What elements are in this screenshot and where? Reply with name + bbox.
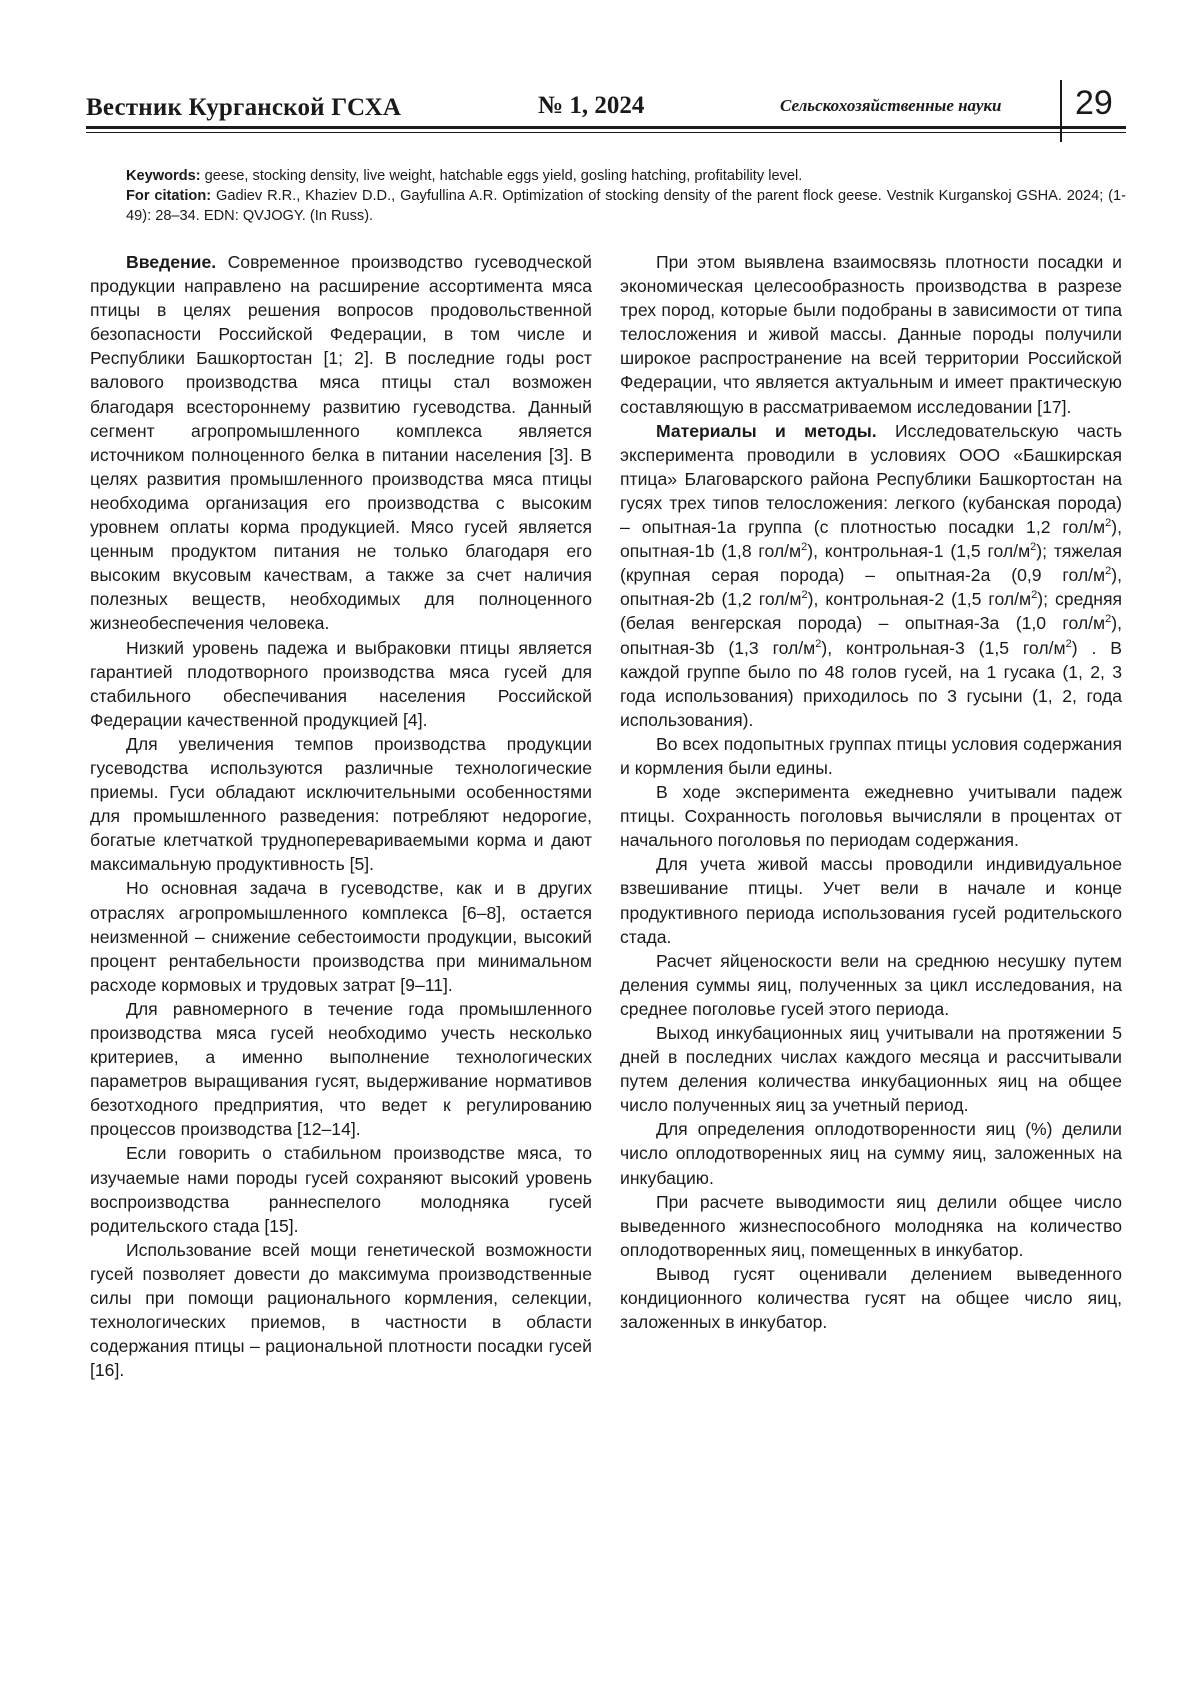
paragraph: Но основная задача в гусеводстве, как и в других отраслях агропромышленного комплекса [6–8], остается неизменной – снижение себестоимости продукции, высокий процент рентабельности производства при минимальном расходе кормовых и трудовых затрат [9–11].: [90, 878, 592, 995]
paragraph-text: ) . В каждой группе было по 48 голов гусей, на 1 гусака (1, 2, 3 года использования) приходилось по 3 гусыни (1, 2, года использования).: [620, 637, 1122, 730]
superscript: 2: [1031, 589, 1038, 602]
paragraph: Использование всей мощи генетической возможности гусей позволяет довести до максимума производственные силы при помощи рационального кормления, селекции, технологических приемов, в частности в области содержания птицы – рациональной плотности посадки гусей [16].: [90, 1239, 592, 1381]
paragraph-text: ), контрольная-2 (1,5 гол/м: [807, 589, 1032, 610]
issue-number: № 1, 2024: [538, 92, 645, 119]
paragraph: [90, 250, 592, 636]
superscript: 2: [801, 541, 808, 554]
paragraph-text: ), опытная-1b (1,8 гол/м: [620, 517, 1122, 562]
paragraph-text: ); тяжелая (крупная серая порода) – опытная-2а (0,9 гол/м: [620, 541, 1122, 586]
superscript: 2: [1105, 517, 1112, 530]
superscript: 2: [801, 589, 808, 602]
paragraph: Низкий уровень падежа и выбраковки птицы является гарантией плодотворного производства мяса гусей для стабильного обеспечивания населения Российской Федерации качественной продукцией [4].: [90, 637, 592, 730]
intro-heading: Введение.: [126, 252, 217, 272]
running-header: [86, 80, 1126, 140]
superscript: 2: [1030, 541, 1037, 554]
paragraph: Для определения оплодотворенности яиц (%) делили число оплодотворенных яиц на сумму яиц, заложенных на инкубацию.: [620, 1119, 1122, 1188]
paragraph-text: ), опытная-3b (1,3 гол/м: [620, 613, 1122, 658]
left-column: [90, 250, 592, 1382]
superscript: 2: [815, 637, 822, 650]
paragraph: Выход инкубационных яиц учитывали на протяжении 5 дней в последних числах каждого месяца и рассчитывали путем деления количества инкубационных яиц на общее число полученных яиц за учетный период.: [620, 1023, 1122, 1116]
citation-label: For citation:: [126, 188, 212, 204]
superscript: 2: [1105, 613, 1112, 626]
methods-heading: Материалы и методы.: [656, 420, 877, 441]
superscript: 2: [1105, 565, 1112, 578]
keywords-text: geese, stocking density, live weight, hatchable eggs yield, gosling hatching, profitability level.: [200, 168, 803, 184]
paragraph: [620, 419, 1122, 732]
paragraph: Вывод гусят оценивали делением выведенного кондиционного количества гусят на общее число яиц, заложенных в инкубатор.: [620, 1263, 1122, 1333]
paragraph-text: ), контрольная-3 (1,5 гол/м: [821, 637, 1066, 658]
paragraph: Во всех подопытных группах птицы условия содержания и кормления были едины.: [620, 733, 1122, 778]
paragraph: Для увеличения темпов производства продукции гусеводства используются различные технологические приемы. Гуси обладают исключительными особенностями для промышленного разведения: потребляют недорогие, богатые клетчаткой трудноперевариваемыми корма и дают максимальную продуктивность [5].: [90, 733, 592, 875]
paragraph-text: ), опытная-2b (1,2 гол/м: [620, 565, 1122, 610]
paragraph: Для учета живой массы проводили индивидуальное взвешивание птицы. Учет вели в начале и конце продуктивного периода использования гусей родительского стада.: [620, 854, 1122, 947]
paragraph: Расчет яйценоскости вели на среднюю несушку путем деления суммы яиц, полученных за цикл исследования, на среднее поголовье гусей этого периода.: [620, 950, 1122, 1019]
keywords-label: Keywords:: [126, 168, 201, 184]
paragraph: В ходе эксперимента ежедневно учитывали падеж птицы. Сохранность поголовья вычисляли в процентах от начального поголовья по периодам содержания.: [620, 782, 1122, 851]
page-number: 29: [1075, 84, 1113, 122]
paragraph-text: ); средняя (белая венгерская порода) – опытная-3а (1,0 гол/м: [620, 589, 1122, 634]
paragraph: Если говорить о стабильном производстве мяса, то изучаемые нами породы гусей сохраняют высокий уровень воспроизводства раннеспелого молодняка гусей родительского стада [15].: [90, 1143, 592, 1236]
paragraph: При расчете выводимости яиц делили общее число выведенного жизнеспособного молодняка на количество оплодотворенных яиц, помещенных в инкубатор.: [620, 1191, 1122, 1260]
section-title: Сельскохозяйственные науки: [780, 96, 1002, 115]
paragraph-text: Современное производство гусеводческой продукции направлено на расширение ассортимента мяса птицы в целях решения вопросов продовольственной безопасности Российской Федерации, в том числе и Республики Башкортостан [1; 2]. В последние годы рост валового производства мяса птицы стал возможен благодаря всестороннему развитию гусеводства. Данный сегмент агропромышленного комплекса является источником полноценного белка в питании населения [3]. В целях развития промышленного производства мяса птицы необходима организация его производства с высоким уровнем оплаты корма продукцией. Мясо гусей является ценным продуктом питания не только благодаря его высоким вкусовым качествам, а также за счет наличия полезных веществ, необходимых для полноценного жизнеобеспечения человека.: [90, 252, 592, 634]
keywords: [90, 166, 1126, 186]
journal-title: Вестник Курганской ГСХА: [86, 94, 402, 121]
right-column: [620, 250, 1122, 1334]
paragraph-text: ), контрольная-1 (1,5 гол/м: [807, 541, 1031, 562]
article-meta: [90, 166, 1126, 226]
citation: [90, 186, 1126, 226]
citation-text: Gadiev R.R., Khaziev D.D., Gayfullina A.R. Optimization of stocking density of the parent flock geese. Vestnik Kurganskoj GSHA. 2024; (1-49): 28–34. EDN: QVJOGY. (In Russ).: [126, 188, 1126, 224]
header-rule-thick: [86, 126, 1126, 129]
paragraph-text: Исследовательскую часть эксперимента проводили в условиях ООО «Башкирская птица» Благоварского района Республики Башкортостан на гусях трех типов телосложения: легкого (кубанская порода) – опытная-1а группа (с плотностью посадки 1,2 гол/м: [620, 420, 1122, 538]
header-rule-thin: [86, 132, 1126, 133]
superscript: 2: [1065, 637, 1072, 650]
paragraph: Для равномерного в течение года промышленного производства мяса гусей необходимо учесть несколько критериев, а именно выполнение технологических параметров выращивания гусят, выдерживание нормативов безотходного предприятия, что ведет к регулированию процессов производства [12–14].: [90, 998, 592, 1140]
paragraph: При этом выявлена взаимосвязь плотности посадки и экономическая целесообразность производства в разрезе трех пород, которые были подобраны в зависимости от типа телосложения и живой массы. Данные породы получили широкое распространение на всей территории Российской Федерации, что является актуальным и имеет практическую составляющую в рассматриваемом исследовании [17].: [620, 252, 1122, 417]
